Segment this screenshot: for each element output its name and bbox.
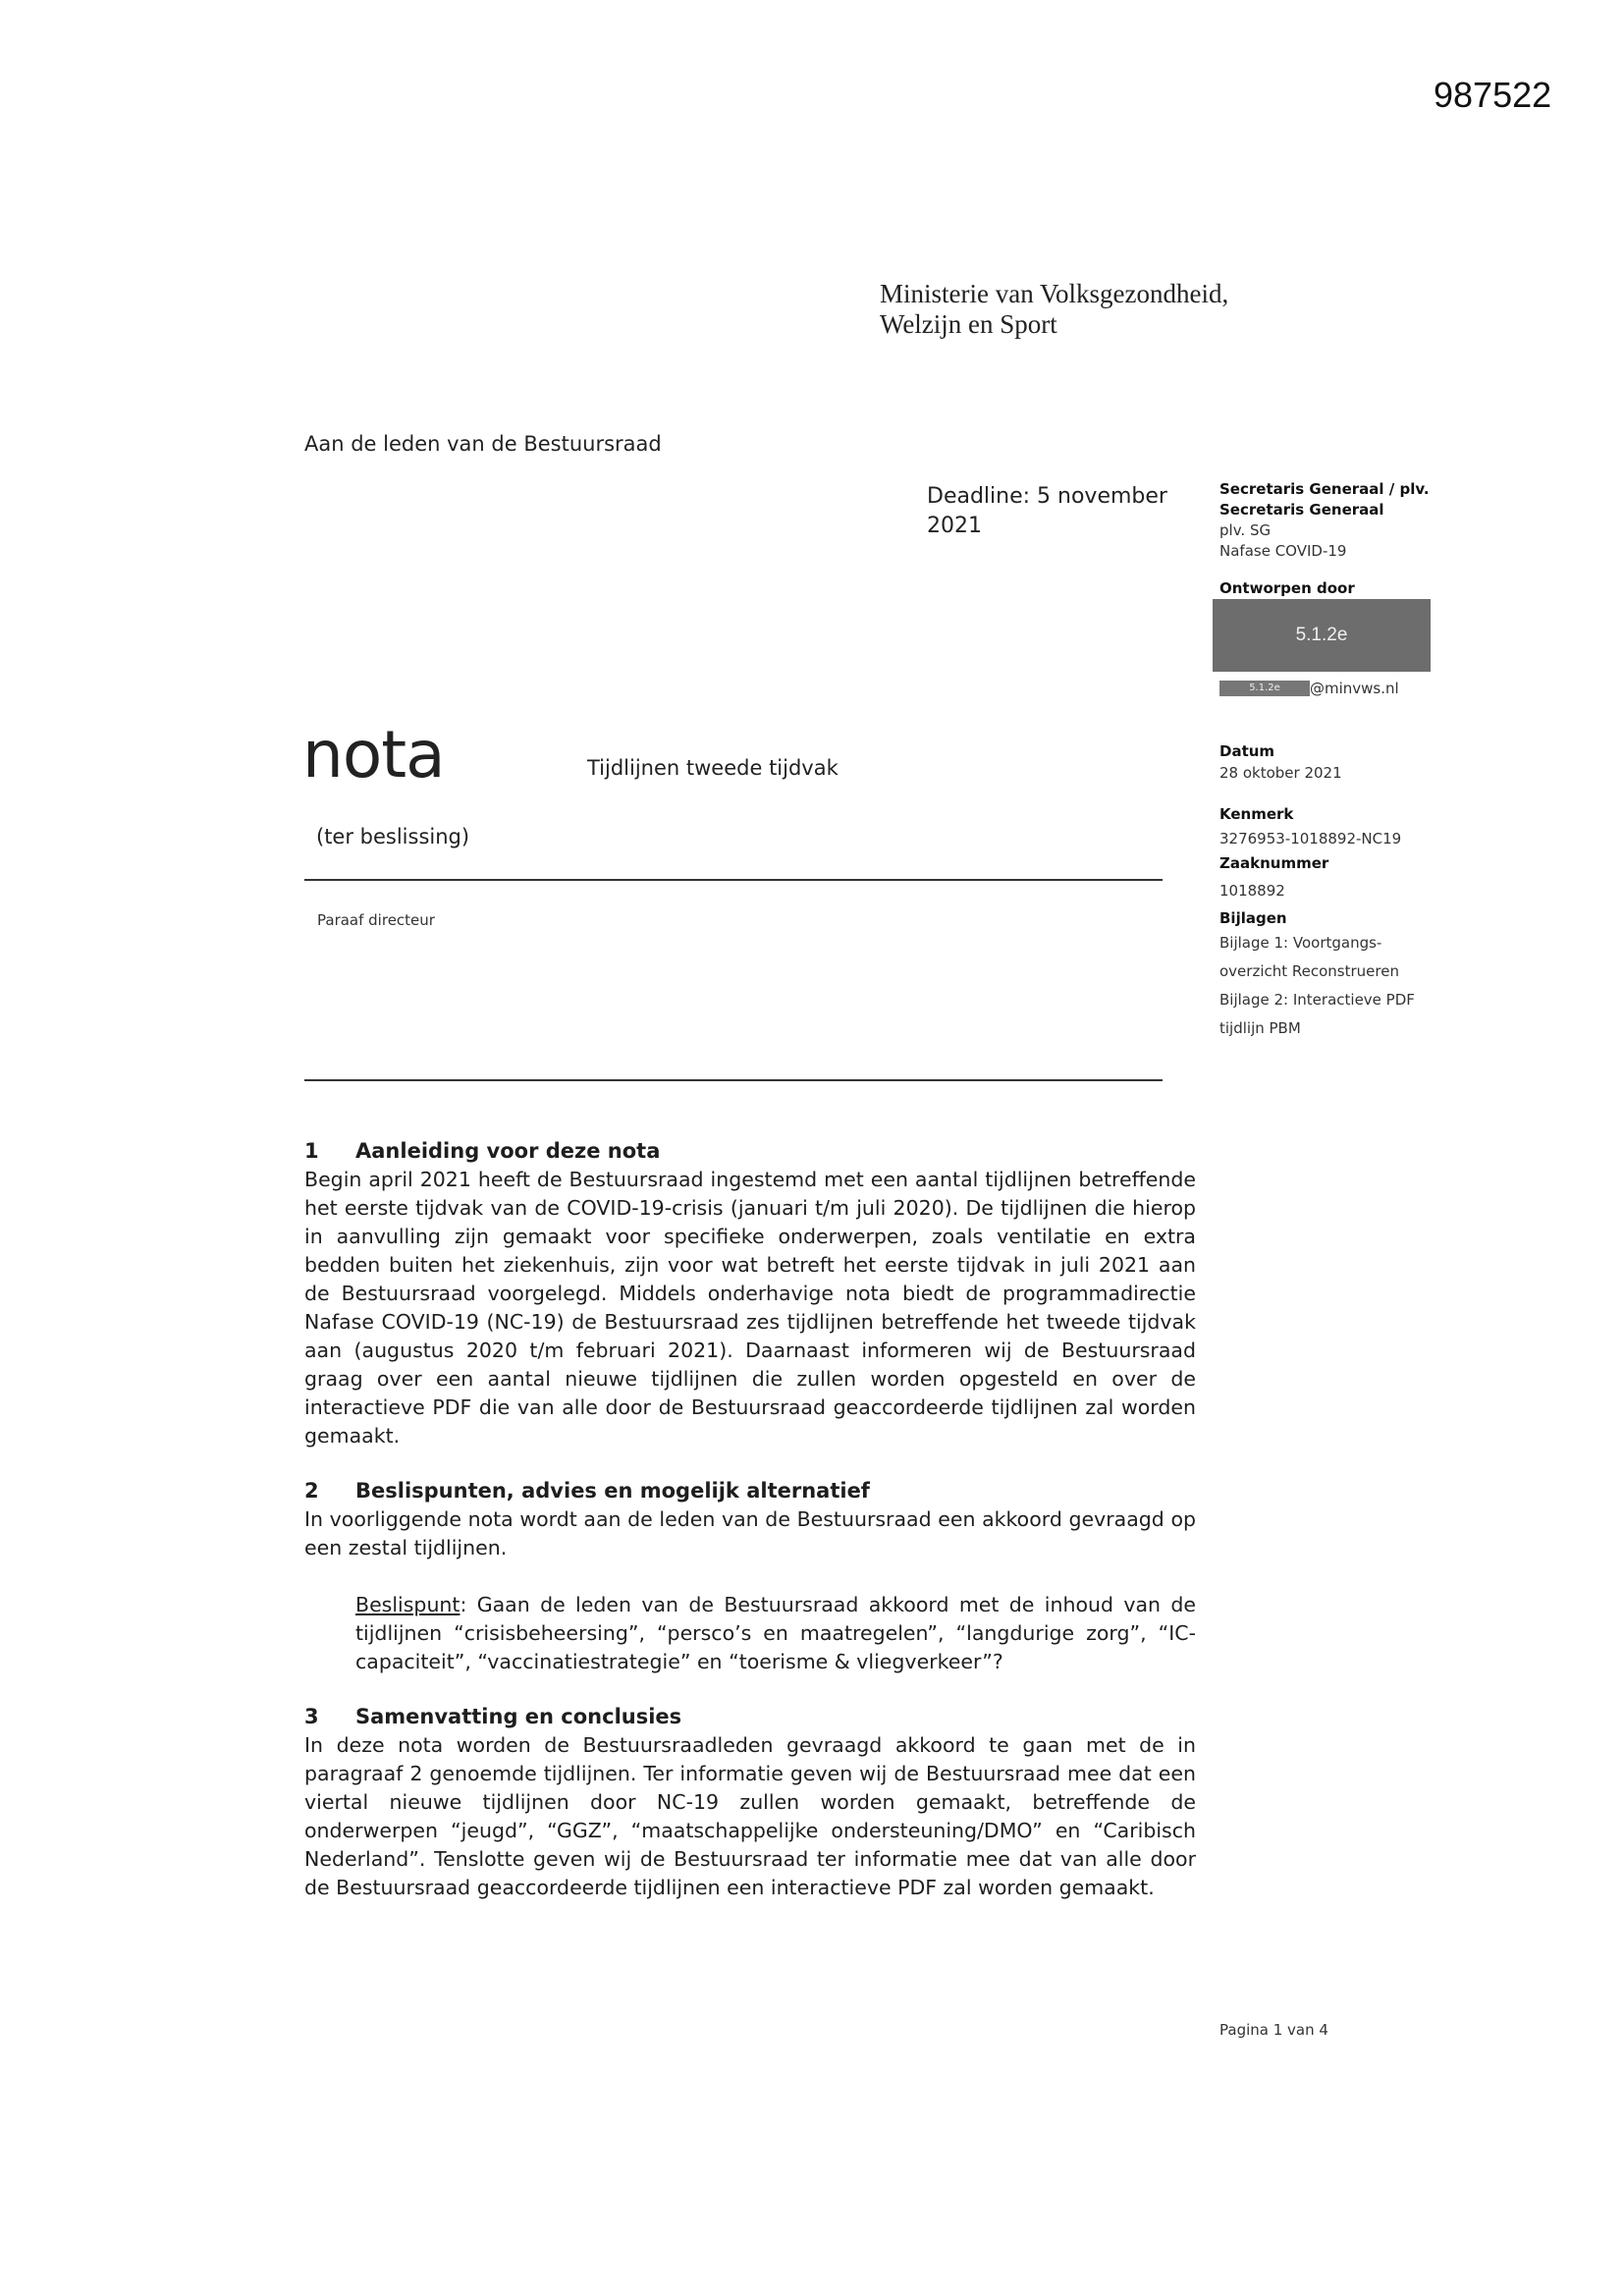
- designed-by-label: Ontworpen door: [1219, 579, 1355, 597]
- paraaf-label: Paraaf directeur: [317, 911, 435, 929]
- section-title: Aanleiding voor deze nota: [355, 1139, 661, 1163]
- sender-line-2: Secretaris Generaal: [1219, 501, 1384, 519]
- sender-line-1: Secretaris Generaal / plv.: [1219, 480, 1430, 498]
- divider: [304, 1079, 1163, 1081]
- section-body: Begin april 2021 heeft de Bestuursraad ingestemd met een aantal tijdlijnen betreffende het eerste tijdvak van de COVID-19-crisis (januari t/m juli 2020). De tijdlijnen die hierop in aanvulling zijn gemaakt voor specifieke onderwerpen, zoals ventilatie en extra bedden buiten het ziekenhuis, zijn voor wat betreft het eerste tijdvak in juli 2021 aan de Bestuursraad voorgelegd. Middels onderhavige nota biedt de programmadirectie Nafase COVID-19 (NC-19) de Bestuursraad zes tijdlijnen betreffende het tweede tijdvak aan (augustus 2020 t/m februari 2021). Daarnaast informeren wij de Bestuursraad graag over een aantal nieuwe tijdlijnen die zullen worden opgesteld en over de interactieve PDF die van alle door de Bestuursraad geaccordeerde tijdlijnen zal worden gemaakt.: [304, 1168, 1196, 1448]
- beslispunt: [355, 1591, 1196, 1676]
- attachment-line: overzicht Reconstrueren: [1219, 962, 1399, 980]
- reference-label: Kenmerk: [1219, 805, 1294, 823]
- section-3: [304, 1703, 1196, 1902]
- decision-type: (ter beslissing): [316, 825, 470, 848]
- deadline-line-2: 2021: [927, 514, 982, 538]
- doc-type: nota: [302, 717, 445, 793]
- email-row: [1219, 680, 1399, 697]
- section-heading: [304, 1477, 1196, 1505]
- section-body: In voorliggende nota wordt aan de leden van de Bestuursraad een akkoord gevraagd op een zestal tijdlijnen.: [304, 1507, 1196, 1559]
- ministry-logo-text: [880, 279, 1228, 340]
- attachment-line: Bijlage 2: Interactieve PDF: [1219, 991, 1415, 1009]
- attachment-line: tijdlijn PBM: [1219, 1019, 1301, 1037]
- section-2: [304, 1477, 1196, 1562]
- reference-block: [1219, 803, 1455, 1043]
- section-number: 2: [304, 1479, 319, 1503]
- ministry-line-1: Ministerie van Volksgezondheid,: [880, 279, 1229, 308]
- email-redaction: 5.1.2e: [1219, 681, 1310, 696]
- date-label: Datum: [1219, 742, 1275, 760]
- section-heading: [304, 1137, 1196, 1166]
- document-id: 987522: [1434, 75, 1552, 115]
- sender-line-3: plv. SG: [1219, 521, 1272, 539]
- attachment-line: Bijlage 1: Voortgangs-: [1219, 934, 1382, 952]
- case-label: Zaaknummer: [1219, 854, 1329, 872]
- section-title: Samenvatting en conclusies: [355, 1705, 682, 1728]
- beslispunt-text: : Gaan de leden van de Bestuursraad akkoord met de inhoud van de tijdlijnen “crisisbeheersing”, “persco’s en maatregelen”, “langdurige zorg”, “IC-capaciteit”, “vaccinatiestrategie” en “toerisme & vliegverkeer”?: [355, 1593, 1196, 1673]
- divider: [304, 879, 1163, 881]
- case-value: 1018892: [1219, 882, 1285, 900]
- section-title: Beslispunten, advies en mogelijk alternatief: [355, 1479, 870, 1503]
- attachments-label: Bijlagen: [1219, 909, 1287, 927]
- sender-block: [1219, 479, 1455, 562]
- section-heading: [304, 1703, 1196, 1731]
- ministry-line-2: Welzijn en Sport: [880, 309, 1057, 339]
- section-1: [304, 1137, 1196, 1450]
- date-block: [1219, 740, 1455, 784]
- reference-value: 3276953-1018892-NC19: [1219, 830, 1402, 847]
- subject: Tijdlijnen tweede tijdvak: [587, 756, 839, 780]
- addressee: Aan de leden van de Bestuursraad: [304, 432, 662, 456]
- deadline-line-1: Deadline: 5 november: [927, 484, 1167, 509]
- redaction-box: 5.1.2e: [1213, 599, 1431, 672]
- date-value: 28 oktober 2021: [1219, 764, 1342, 782]
- page-number: Pagina 1 van 4: [1219, 2021, 1328, 2039]
- section-number: 1: [304, 1139, 319, 1163]
- section-body: In deze nota worden de Bestuursraadleden gevraagd akkoord te gaan met de in paragraaf 2 genoemde tijdlijnen. Ter informatie geven wij de Bestuursraad mee dat een viertal nieuwe tijdlijnen door NC-19 zullen worden gemaakt, betreffende de onderwerpen “jeugd”, “GGZ”, “maatschappelijke ondersteuning/DMO” en “Caribisch Nederland”. Tenslotte geven wij de Bestuursraad ter informatie mee dat van alle door de Bestuursraad geaccordeerde tijdlijnen een interactieve PDF zal worden gemaakt.: [304, 1733, 1196, 1899]
- sender-line-4: Nafase COVID-19: [1219, 542, 1347, 560]
- section-number: 3: [304, 1705, 319, 1728]
- beslispunt-label: Beslispunt: [355, 1593, 460, 1616]
- email-suffix: @minvws.nl: [1310, 680, 1399, 697]
- deadline: [927, 482, 1182, 541]
